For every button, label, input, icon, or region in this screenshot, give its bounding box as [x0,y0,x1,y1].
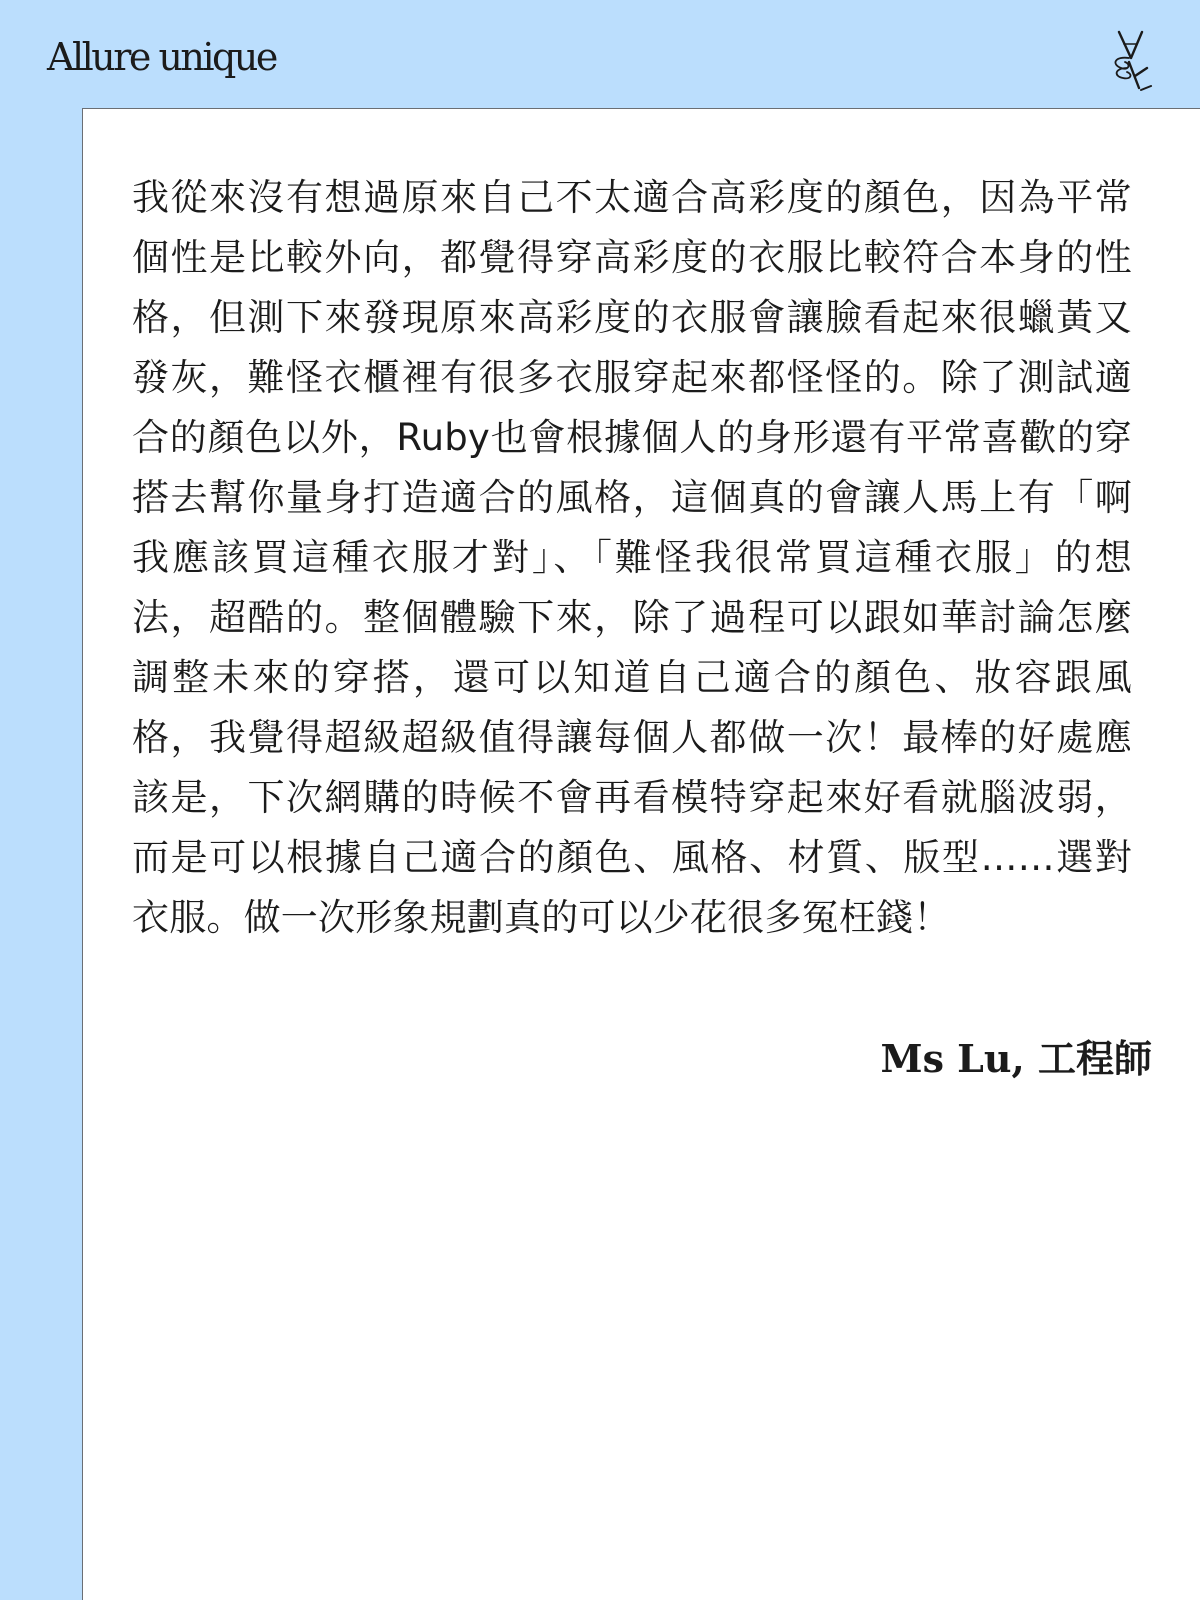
testimonial-author: Ms Lu, 工程師 [880,1036,1152,1081]
page-header [0,0,1200,108]
allure-unique-monogram-icon [1107,28,1153,94]
testimonial-text: 我從來沒有想過原來自己不太適合高彩度的顏色，因為平常個性是比較外向，都覺得穿高彩度的衣服比較符合本身的性格，但測下來發現原來高彩度的衣服會讓臉看起來很蠟黃又發灰，難怪衣櫃裡有很多衣服穿起來都怪怪的。除了測試適合的顏色以外，Ruby也會根據個人的身形還有平常喜歡的穿搭去幫你量身打造適合的風格，這個真的會讓人馬上有「啊我應該買這種衣服才對」、「難怪我很常買這種衣服」的想法，超酷的。整個體驗下來，除了過程可以跟如華討論怎麼調整未來的穿搭，還可以知道自己適合的顏色、妝容跟風格，我覺得超級超級值得讓每個人都做一次！最棒的好處應該是，下次網購的時候不會再看模特穿起來好看就腦波弱，而是可以根據自己適合的顏色、風格、材質、版型……選對衣服。做一次形象規劃真的可以少花很多冤枉錢！ [132,176,1132,939]
brand-name: Allure unique [47,35,276,79]
